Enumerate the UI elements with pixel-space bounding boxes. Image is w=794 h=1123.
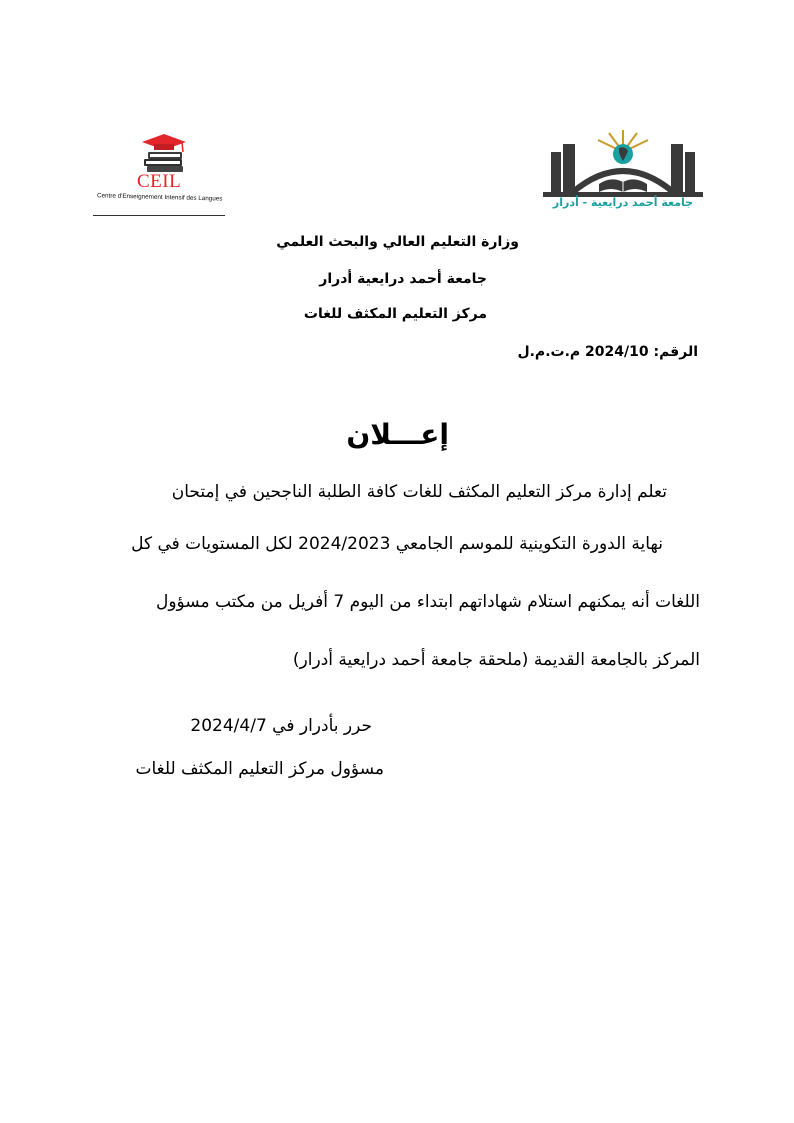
- ceil-subtitle: Centre d'Enseignement Intensif des Langues: [96, 192, 223, 203]
- signatory: مسؤول مركز التعليم المكثف للغات: [135, 759, 384, 779]
- ceil-name: CEIL: [137, 171, 182, 192]
- reference-number: [517, 344, 698, 360]
- reference-suffix: م.ت.م.ل: [517, 344, 581, 360]
- announcement-line: المركز بالجامعة القديمة (ملحقة جامعة أحمد درايعية أدرار): [292, 650, 700, 670]
- center-name: مركز التعليم المكثف للغات: [303, 306, 487, 322]
- divider: [93, 215, 225, 216]
- ministry-name: وزارة التعليم العالي والبحث العلمي: [276, 234, 519, 250]
- place-and-date: حرر بأدرار في 2024/4/7: [190, 716, 372, 736]
- announcement-line: تعلم إدارة مركز التعليم المكثف للغات كافة الطلبة الناجحين في إمتحان: [171, 482, 667, 502]
- university-caption: جامعة أحمد درايعية - أدرار: [552, 196, 694, 209]
- reference-label: الرقم:: [653, 344, 698, 360]
- university-emblem-icon: [543, 122, 703, 202]
- announcement-line: اللغات أنه يمكنهم استلام شهاداتهم ابتداء من اليوم 7 أفريل من مكتب مسؤول: [155, 592, 700, 612]
- announcement-title: إعـــلان: [346, 418, 449, 451]
- announcement-line: نهاية الدورة التكوينية للموسم الجامعي 2024/2023 لكل المستويات في كل: [131, 534, 663, 554]
- university-name: جامعة أحمد درايعية أدرار: [319, 271, 487, 287]
- reference-value: 2024/10: [585, 344, 649, 360]
